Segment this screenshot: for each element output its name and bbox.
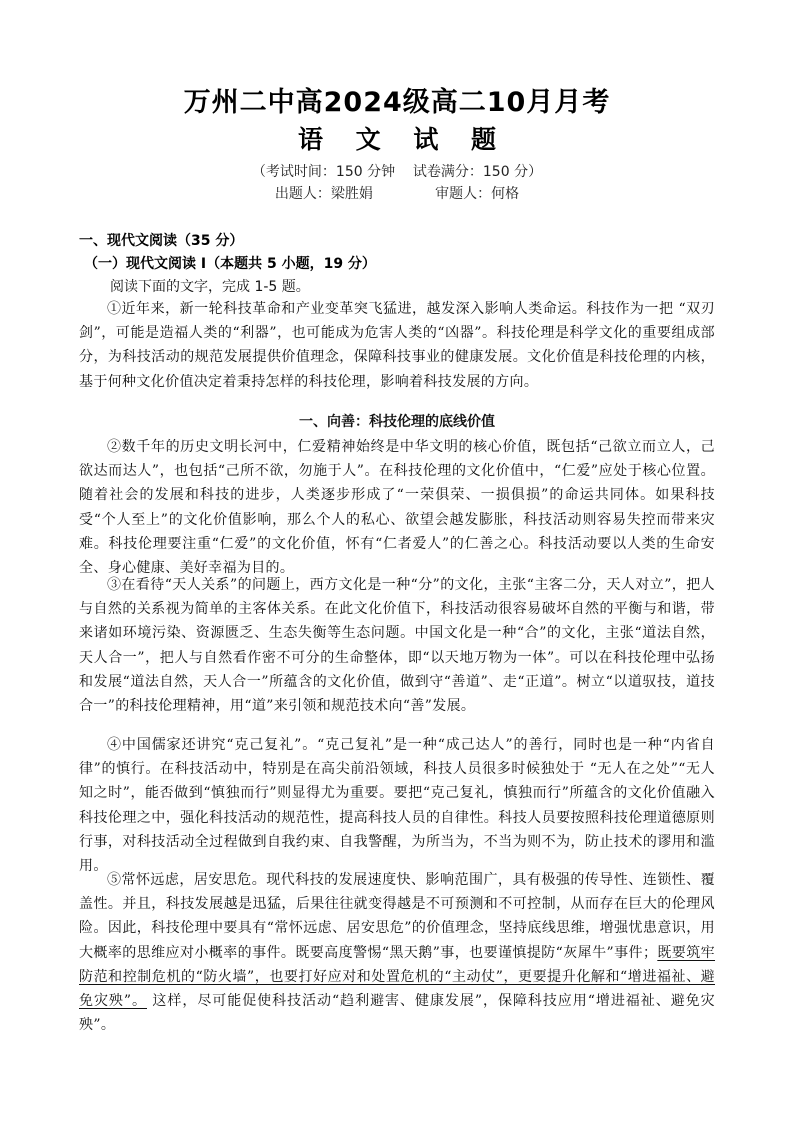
subject-title: 语 文 试 题	[297, 125, 509, 154]
paragraph-2: ②数千年的历史文明长河中，仁爱精神始终是中华文明的核心价值，既包括“己欲立而立人，己欲达而达人”，也包括“己所不欲，勿施于人”。在科技伦理的文化价值中，“仁爱”应处于核心位置。随着社会的发展和科技的进步，人类逐步形成了“一荣俱荣、一损俱损”的命运共同体。如果科技受“个人至上”的文化价值影响，那么个人的私心、欲望会越发膨胀，科技活动则容易失控而带来灾难。科技伦理要注重“仁爱”的文化价值，怀有“仁者爱人”的仁善之心。科技活动要以人类的生命安全、身心健康、美好幸福为目的。	[79, 439, 715, 577]
paragraph-4: ④中国儒家还讲究“克己复礼”。“克己复礼”是一种“成己达人”的善行，同时也是一种“内省自律”的慎行。在科技活动中，特别是在高尖前沿领域，科技人员很多时候独处于 “无人在之处”“无人知之时”，能否做到“慎独而行”则显得尤为重要。要把“克己复礼，慎独而行”所蕴含的文化价值融入科技伦理之中，强化科技活动的规范性，提高科技人员的自律性。科技人员要按照科技伦理道德原则行事，对科技活动全过程做到自我约束、自我警醒，为所当为，不当为则不为，防止技术的谬用和滥用。	[79, 737, 715, 875]
paragraph-5	[79, 868, 715, 1037]
paragraph-5-text: ⑤常怀远虑，居安思危。现代科技的发展速度快、影响范围广，具有极强的传导性、连锁性、覆盖性。并且，科技发展越是迅猛，后果往往就变得越是不可预测和不可控制，从而存在巨大的伦理风险。因此，科技伦理中要具有“常怀远虑、居安思危”的价值理念，坚持底线思维，增强忧患意识，用大概率的思维应对小概率的事件。既要高度警惕“黑天鹅”事，也要谨慎提防“灰犀牛”事件；	[79, 872, 715, 961]
underlined-sentence: 既要筑牢防范和控制危机的“防火墙”，也要打好应对和处置危机的“主动仗”，更要提升化解和“增进福祉、避免灾殃”。	[79, 944, 716, 1010]
subsection-heading: （一）现代文阅读 I（本题共 5 小题，19 分）	[84, 256, 376, 272]
passage-heading: 一、向善：科技伦理的底线价值	[299, 414, 495, 430]
paragraph-5-ending: 这样，尽可能促使科技活动“趋利避害、健康发展”，保障科技应用“增进福祉、避免灾殃”。	[79, 993, 715, 1034]
exam-info: （考试时间：150 分钟 试卷满分：150 分）	[251, 164, 543, 180]
section-heading: 一、现代文阅读（35 分）	[79, 233, 244, 249]
exam-title: 万州二中高2024级高二10月月考	[183, 87, 611, 118]
paragraph-3: ③在看待“天人关系”的问题上，西方文化是一种“分”的文化，主张“主客二分，天人对立”，把人与自然的关系视为简单的主客体关系。在此文化价值下，科技活动很容易破坏自然的平衡与和谐，带来诸如环境污染、资源匮乏、生态失衡等生态问题。中国文化是一种“合”的文化，主张“道法自然，天人合一”，把人与自然看作密不可分的生命整体，即“以天地万物为一体”。可以在科技伦理中弘扬和发展“道法自然，天人合一”所蕴含的文化价值，做到守“善道”、走“正道”。树立“以道驭技，道技合一”的科技伦理精神，用“道”来引领和规范技术向“善”发展。	[79, 577, 715, 715]
authors-line: 出题人：梁胜娟 审题人：何格	[274, 186, 520, 202]
reading-instruction: 阅读下面的文字，完成 1-5 题。	[110, 279, 310, 295]
paragraph-1: ①近年来，新一轮科技革命和产业变革突飞猛进，越发深入影响人类命运。科技作为一把 “双刃剑”，可能是造福人类的“利器”，也可能成为危害人类的“凶器”。科技伦理是科学文化的重要组成部分，为科技活动的规范发展提供价值理念，保障科技事业的健康发展。文化价值是科技伦理的内核，基于何种文化价值决定着秉持怎样的科技伦理，影响着科技发展的方向。	[79, 301, 715, 390]
